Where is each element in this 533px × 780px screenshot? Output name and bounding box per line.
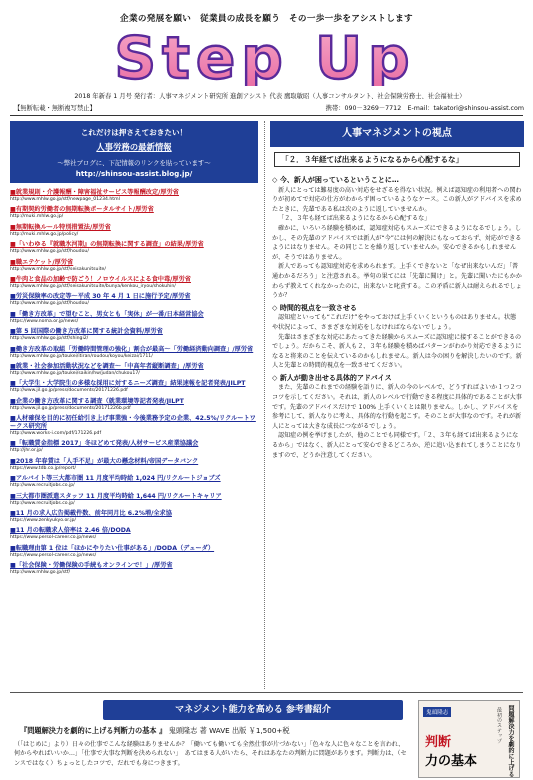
link-url[interactable]: http://jhr.or.jp/ [10, 448, 43, 454]
link-title[interactable]: ■「大学生・大学院生の多様な採用に対するニーズ調査」結果速報を記者発表/JILPT [10, 380, 246, 388]
header-rule [10, 115, 523, 116]
link-title[interactable]: ■牛肉と食品の加齢で防ごう！ノロウイルスによる食中毒/厚労省 [10, 275, 191, 283]
promo-line3: ～弊社ブログに、下記情報のリンクを貼っています～ [57, 159, 211, 167]
link-title[interactable]: ■転職理由第 1 位は「ほかにやりたい仕事がある」/DODA（デューダ） [10, 544, 215, 552]
link-url[interactable]: http://www.works-i.com/pdf/171226.pdf [10, 431, 102, 437]
book-author: 鬼頭隆志 著 WAVE 出版 ￥1,500+税 [168, 726, 290, 735]
contact-line [14, 103, 524, 112]
section-heading: ◇ 時間的視点を一致させる [272, 303, 357, 312]
link-url[interactable]: http://www.jil.go.jp/press/documents/20171226b.pdf [10, 405, 131, 411]
link-url[interactable]: http://www.mhlw.go.jp/toukei/itiran/roudou/koyou/keizai/1711/ [10, 353, 153, 359]
link-url[interactable]: http://www.recruitjobs.co.jp/ [10, 500, 75, 506]
column-body [272, 173, 522, 460]
link-url[interactable]: https://www.persol-career.co.jp/news/ [10, 535, 97, 541]
link-url[interactable]: http://www.mhlw.go.jp/stf/houdou/ [10, 301, 89, 307]
link-item [10, 510, 260, 524]
promo-box [10, 121, 258, 183]
link-title[interactable]: ■11 月の転職求人倍率は 2.46 倍/DODA [10, 527, 131, 535]
link-url[interactable]: http://www.mhlw.go.jp/stf/seisakunitsuite/ [10, 266, 106, 272]
issue-line: 2018 年新春 1 月号 発行者：人事マネジメント研究所 進創アシスト 代表 鷹取敏昭（人事コンサルタント、社会保険労務士、社会福祉士） [74, 93, 466, 100]
column-question: 「２．３年経てば出来るようになるから心配するな」 [274, 152, 520, 167]
title-text: Step Up [114, 30, 416, 86]
contact-info: 携帯：090－3269－7712 E-mail：takatori@shinsou-assist.com [325, 105, 524, 112]
link-item [10, 475, 260, 489]
link-url[interactable]: http://www.jil.go.jp/press/documents/20171226.pdf [10, 388, 128, 394]
link-item [10, 276, 260, 290]
book-cover [418, 700, 520, 778]
book-banner: マネジメント能力を高める 参考書紹介 [103, 700, 403, 720]
section-paragraph: 認知症の例を挙げましたが、他のことでも同様です。「２、３年も経てば出来るようになるから」ではなく、新人にとって安心できるどころか、逆に追い込まれてしまうことになりますので、どうか注意してください。 [272, 432, 522, 459]
book-cover-author: 鬼頭隆志 [423, 707, 451, 717]
link-title[interactable]: ■「働き方改革」で望むこと、男女とも「実休」が一番/日本経営協会 [10, 310, 204, 318]
link-title[interactable]: ■「転職賃金指標 2017」冬ほどめて発表/人材サービス産業協議会 [10, 440, 199, 448]
book-cover-subtitle2: 最初のステップ [496, 707, 502, 744]
link-url[interactable]: https://www.zenkyukyo.or.jp/ [10, 518, 76, 524]
link-item [10, 224, 260, 238]
book-title-line [20, 726, 410, 736]
link-url[interactable]: http://www.mhlw.go.jp/stf/ [10, 570, 71, 576]
link-title[interactable]: ■第 5 回国際の働き方改革に関する統計会資料/厚労省 [10, 328, 163, 336]
link-item [10, 189, 260, 203]
link-item [10, 259, 260, 273]
link-item [10, 380, 260, 394]
link-title[interactable]: ■労災保険率の改定等～平成 30 年 4 月 1 日に施行予定/厚労省 [10, 293, 191, 301]
link-item [10, 527, 260, 541]
link-url[interactable]: http://www.mhlw.go.jp/stf/newpage_01234.html [10, 197, 120, 202]
link-item [10, 311, 260, 325]
section-paragraph: 先輩はさまざまな対応にあたってきた経験からスムーズに認知症に接することができるのでしょう。だからこそ、新人も２、３年も経験を積めばパターンがわかり対応できるようになると将来のことを伝えているのかもしれません。新人は今の困りを解決したいのです。新人と先輩との時間的視点を一致させてください。 [272, 333, 522, 370]
promo-line1: これだけは押さえておきたい！ [80, 128, 188, 137]
link-url[interactable]: https://www.noma.or.jp/news/ [10, 318, 79, 324]
link-title[interactable]: ■職エテケット/厚労省 [10, 258, 74, 266]
section-heading: ◇ 新人が動き出せる具体的アドバイス [272, 373, 392, 382]
link-title[interactable]: ■三大都市圏派遣スタッフ 11 月度平均時給 1,644 円/リクルートキャリア [10, 492, 222, 500]
blog-link[interactable]: http://shinsou-assist.blog.jp/ [75, 169, 193, 178]
link-title[interactable]: ■就業規則・介護報酬・障害福祉サービス等報酬改定/厚労省 [10, 189, 179, 196]
link-url[interactable]: https://www.tdb.co.jp/report/ [10, 465, 76, 471]
book-description: （「はじめに」より）日々の仕事でこんな経験はありませんか？「働いても働いても全然仕事が片づかない」「色々な人に色々なことを言われ、何からやればいいか…」「仕事で大事な判断を決められない」 あてはまる人がいたら、それはあなたの判断力に問題があります。判断力は、（センスではなく）ちょっとしたコツで、だれでも身につきます。 [14, 741, 407, 767]
link-item [10, 346, 260, 360]
book-cover-title-hl: 判断 [425, 735, 452, 750]
link-url[interactable]: http://muki.mhlw.go.jp/policy/ [10, 231, 79, 237]
section-paragraph: 新人であっても認知症対応を求められます。上手くできないと「なぜ出来ないんだ」「普通わかるだろう」と注意される。挙句の果てには「先輩に聞け」と。先輩に聞いたにもかかわらず教えてくれなかったのに、出来ないと叱責する。この矛盾に新人は耐えられるでしょうか？ [272, 263, 522, 300]
section-paragraph: 確かに、いろいろ経験を積めば、認知症対応もスムーズにできるようになるでしょう。しかし、その先輩のアドバイスでは新人が“今”には何の解決にもなっておらず、対応ができるようにはなりません。その同じことを繰り返していませんか。安心できるかもしれませんが、そうではありません。 [272, 224, 522, 261]
link-title[interactable]: ■2018 年春賃は「人手不足」が最大の懸念材料/帝国データバンク [10, 457, 199, 465]
book-cover-subtitle: 問題解決力を劇的に上げる [507, 705, 514, 777]
newsletter-title [55, 30, 475, 86]
link-item [10, 206, 260, 220]
link-item [10, 241, 260, 255]
link-item [10, 545, 260, 559]
link-url[interactable]: http://muki.mhlw.go.jp/ [10, 214, 64, 220]
book-cover-title [425, 731, 477, 769]
link-title[interactable]: ■就業・社会参加活動状況などを調査～「中高年者縦断調査」/厚労省 [10, 362, 204, 370]
tagline: 企業の発展を願い 従業員の成長を願う その一歩一歩をアシストします [120, 14, 413, 24]
link-title[interactable]: ■働き方改革の取組「労働時間管理の強化」割合が最高～「労働経済動向調査」/厚労省 [10, 345, 254, 353]
section-paragraph: 新人にとっては難易度の高い対応をせざるを得ない状況。例えば認知症の利用者への関わりが初めてで対応の仕方がわからず困っているようなケース。この新人がアドバイスを求めたときに、先輩である私は次のように返していませんか。 [272, 186, 522, 213]
link-title[interactable]: ■無期転換ルール特別措置法/厚労省 [10, 223, 111, 231]
link-url[interactable]: http://www.mhlw.go.jp/toukei/saikin/hw/judan/chukou17/ [10, 370, 140, 376]
bottom-rule [10, 692, 523, 693]
link-item [10, 415, 260, 437]
link-title[interactable]: ■有期契約労働者の無期転換ポータルサイト/厚労省 [10, 206, 154, 214]
link-item [10, 328, 260, 342]
section-paragraph: 認知症といっても“これだけ”をやっておけば上手くいくというものはありません。状態や状況によって、さまざまな対応をしなければならないでしょう。 [272, 314, 517, 331]
link-item [10, 562, 260, 576]
book-cover-title-rest: 力の基本 [425, 754, 478, 769]
section-paragraph: また、先輩のこれまでの経験を語りに、新人の今のレベルで、どうすればよいか１つ２つコツを示してください。それは、新人のレベルで行動できる程度に具体的であることが大事です。先輩のアドバイスだけで 100% 上手くいくとは限りません。しかし、アドバイスを参考にして、新人なりに考え、具体的な行動を起こす。そのことが大事なのです。それが新人にとっては大きな成長につながるでしょう。 [272, 384, 522, 430]
link-url[interactable]: http://www.mhlw.go.jp/stf/houdou/ [10, 249, 89, 255]
link-title[interactable]: ■11 月の求人広告掲載件数、前年同月比 6.2%増/全求協 [10, 510, 172, 518]
link-title[interactable]: ■「いわゆる『就職氷河期』の無期転換に関する調査」の結果/厚労省 [10, 241, 204, 249]
link-title[interactable]: ■企業の働き方改革に関する調査（就業環境等記者発表/JILPT [10, 397, 184, 405]
link-title[interactable]: ■人材確保を目的に初任給引き上げ事業強・今後業務予定の企業、42.5%/リクルートワークス研究所 [10, 415, 256, 431]
promo-line2: 人事労務の最新情報 [96, 142, 172, 152]
link-item [10, 440, 260, 454]
link-list [10, 189, 260, 580]
column-header: 人事マネジメントの視点 [270, 121, 524, 147]
copyright-note: 【無断転載・無断複写禁止】 [14, 105, 96, 112]
link-url[interactable]: http://www.recruitjobs.co.jp/ [10, 483, 75, 489]
link-url[interactable]: http://www.mhlw.go.jp/stf/seisakunitsuite/bunya/kenkou_iryou/shokuhin/ [10, 283, 176, 289]
link-title[interactable]: ■「社会保険・労働保険の手続もオンラインで！」/厚労省 [10, 562, 173, 570]
link-url[interactable]: http://www.mhlw.go.jp/stf/shingi2/ [10, 336, 89, 342]
section-heading: ◇ 今、新人が困っているということに… [272, 176, 399, 184]
link-item [10, 363, 260, 377]
book-title: 『問題解決力を劇的に上げる判断力の基本 』 [20, 726, 167, 735]
link-url[interactable]: https://www.persol-career.co.jp/news/ [10, 552, 97, 558]
link-item [10, 398, 260, 412]
title-svg [55, 30, 475, 86]
link-title[interactable]: ■アルバイト等三大都市圏 11 月度平均時給 1,024 円/リクルートジョブズ [10, 475, 221, 483]
link-item [10, 458, 260, 472]
link-item [10, 493, 260, 507]
section-paragraph: 「２、３年も経てば出来るようになるから心配するな」 [278, 215, 431, 223]
link-item [10, 293, 260, 307]
column-divider [264, 121, 265, 689]
